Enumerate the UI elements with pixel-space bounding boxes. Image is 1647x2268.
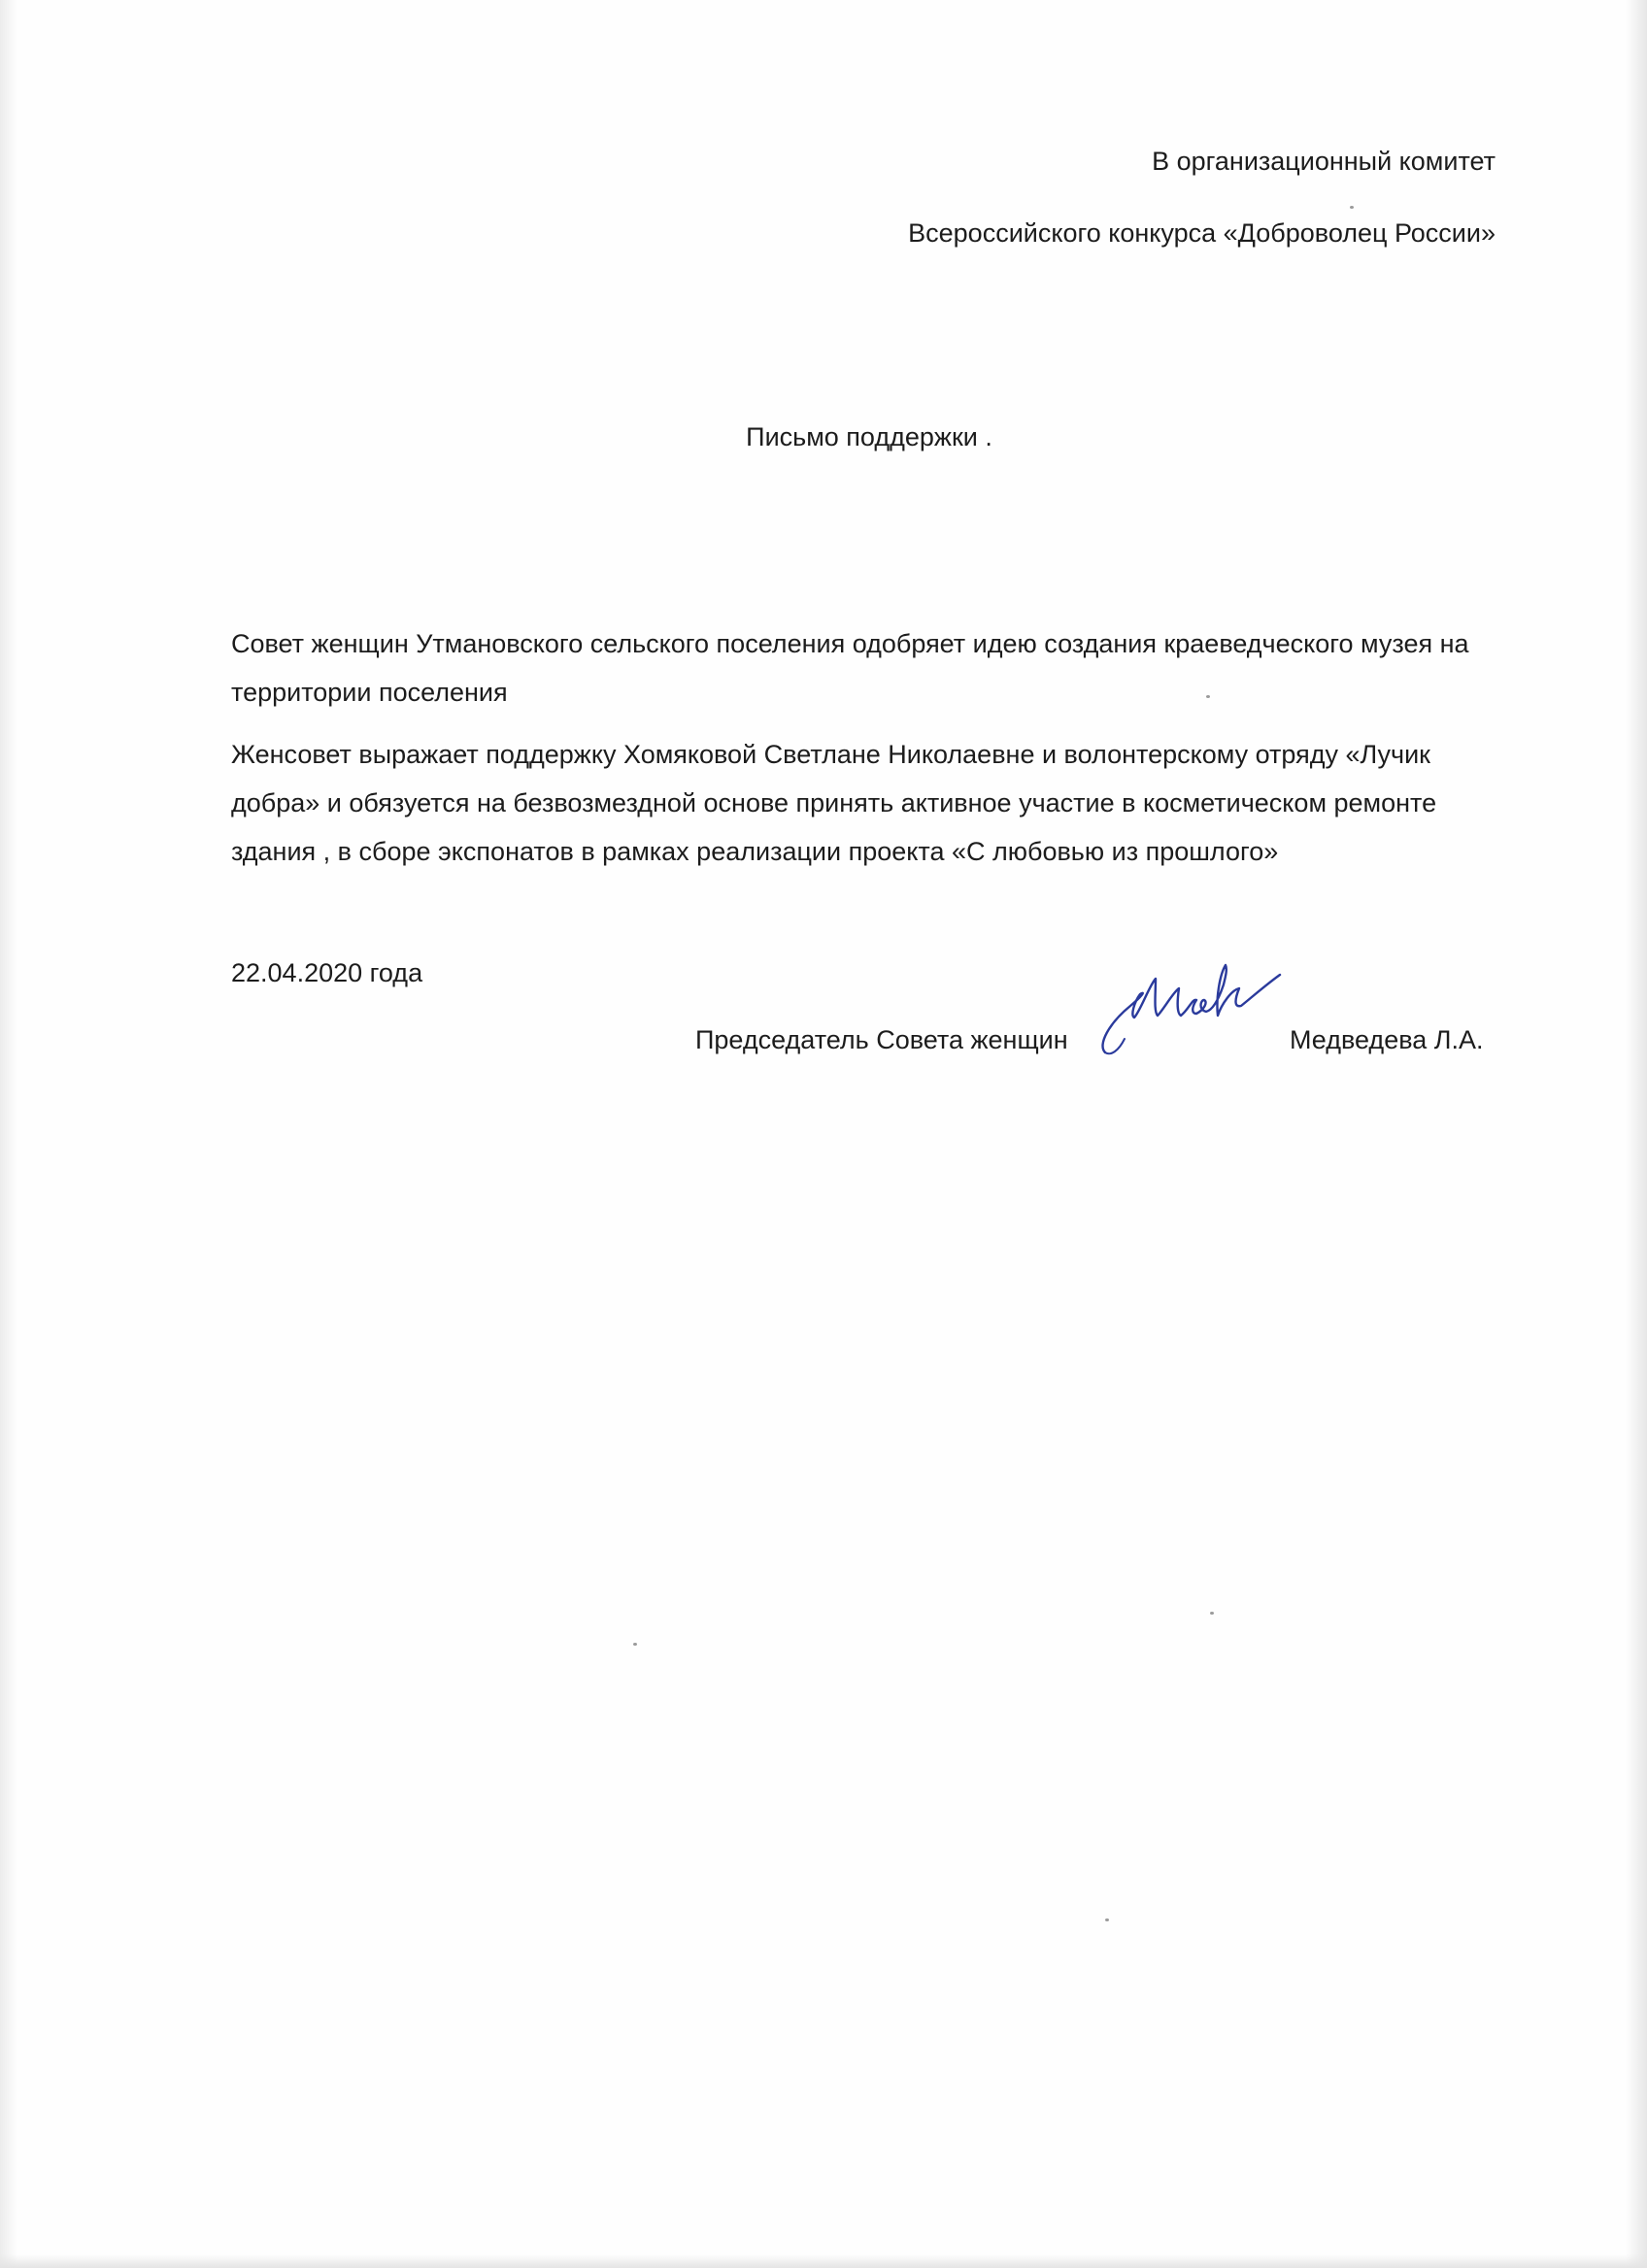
scan-speck [1206,695,1210,698]
signatory-name: Медведева Л.А. [1290,1025,1484,1054]
addressee-line-2: Всероссийского конкурса «Доброволец России» [908,218,1496,248]
scan-speck [1210,1612,1214,1615]
handwritten-signature [1095,955,1290,1072]
document-date: 22.04.2020 года [231,958,423,987]
scan-edge-right [1626,0,1647,2268]
body-paragraph-2: Женсовет выражает поддержку Хомяковой Светлане Николаевне и волонтерскому отряду «Лучик добра» и обязуется на безвозмездной основе принять активное участие в косметическом ремонте здания , в сборе экспонатов в рамках реализации проекта «С любовью из прошлого» [231,740,1437,866]
scan-speck [633,1643,637,1646]
scan-edge-bottom [0,2254,1647,2268]
scan-edge-left [0,0,17,2268]
signatory-role: Председатель Совета женщин [695,1025,1068,1054]
body-paragraph-1: Совет женщин Утмановского сельского поселения одобряет идею создания краеведческого музея на территории поселения [231,629,1469,707]
addressee-line-1: В организационный комитет [1152,147,1496,176]
document-title: Письмо поддержки . [746,422,992,451]
scan-speck [1350,206,1354,209]
scan-speck [1105,1918,1109,1921]
